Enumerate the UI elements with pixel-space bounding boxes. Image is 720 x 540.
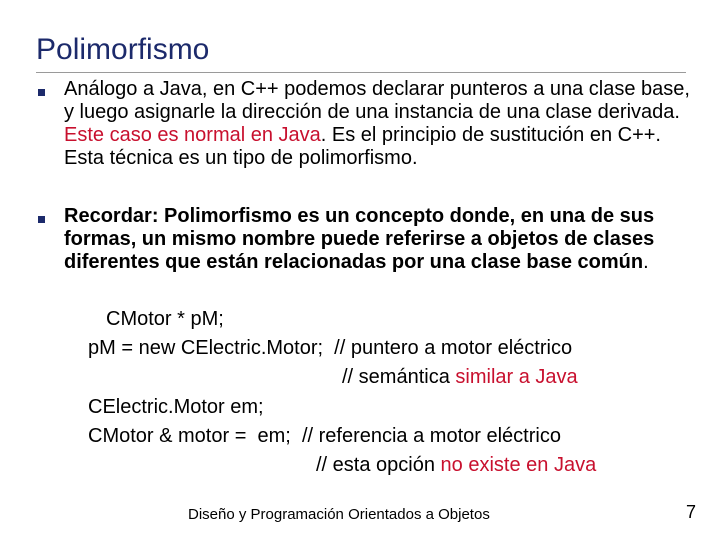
bullet-2-period: . — [643, 251, 649, 273]
code-comment-3-highlight: similar a Java — [455, 366, 578, 388]
bullet-1-text: Análogo a Java, en C++ podemos declarar punteros a una clase base, y luego asignarle la dirección de una instancia de una clase derivada. — [64, 78, 690, 123]
bullet-2-text: Recordar: Polimorfismo es un concepto donde, en una de sus formas, un mismo nombre puede referirse a objetos de clases diferentes que están relacionadas por una clase base común — [64, 205, 655, 273]
bullet-marker-1 — [38, 89, 45, 96]
page-number: 7 — [686, 502, 697, 522]
bullet-paragraph-1 — [64, 78, 694, 170]
slide-title: Polimorfismo — [36, 33, 210, 66]
code-line-1: CMotor * pM; — [106, 308, 224, 330]
code-line-4: CElectric.Motor em; — [88, 396, 264, 418]
code-comment-6: // esta opción — [316, 454, 441, 476]
title-divider — [36, 72, 686, 73]
bullet-1-highlight: Este caso es normal en Java — [64, 124, 321, 146]
slide-footer: Diseño y Programación Orientados a Objetos — [188, 506, 490, 523]
code-line-2: pM = new CElectric.Motor; // puntero a motor eléctrico — [88, 337, 573, 359]
code-line-6 — [316, 453, 596, 477]
code-line-5: CMotor & motor = em; // referencia a motor eléctrico — [88, 425, 561, 447]
code-line-3 — [342, 365, 578, 389]
bullet-marker-2 — [38, 216, 45, 223]
bullet-paragraph-2 — [64, 205, 694, 274]
bullet-1-text-end: . Es el principio de sustitución en C++. Esta técnica es un tipo de polimorfismo. — [64, 124, 661, 169]
code-comment-3: // semántica — [342, 366, 456, 388]
code-comment-6-highlight: no existe en Java — [440, 454, 597, 476]
